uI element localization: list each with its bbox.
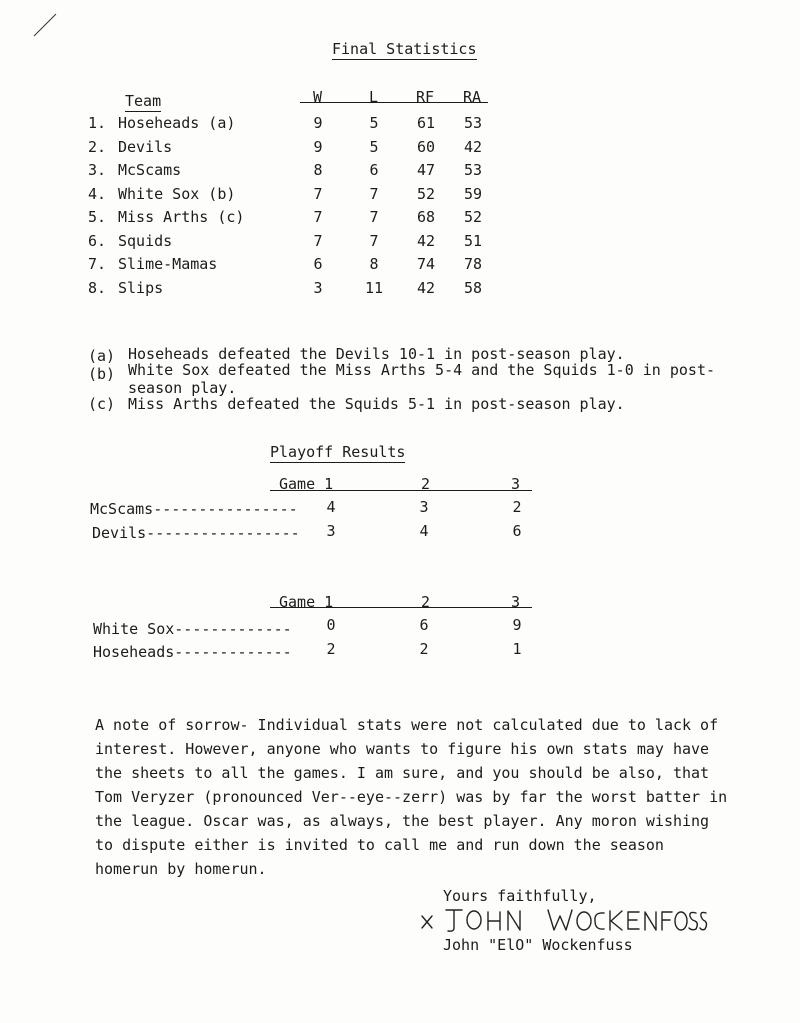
standings-cell-l: 11 xyxy=(364,278,384,297)
standings-cell-w: 7 xyxy=(313,231,323,250)
header-w: W xyxy=(313,88,323,106)
standings-cell-rf: 42 xyxy=(416,231,436,250)
standings-cell-l: 5 xyxy=(369,114,379,132)
series-2-team-2-g1: 2 xyxy=(326,640,336,658)
standings-cell-ra: 53 xyxy=(463,114,483,132)
standings-cell-l: 8 xyxy=(369,255,379,273)
standings-cell-team: Slips xyxy=(118,278,164,297)
footnote-a-mark: (a) xyxy=(88,347,116,365)
series-1-team-2-g3: 6 xyxy=(512,522,522,540)
series-2-game-2: 2 xyxy=(421,593,431,611)
playoff-title: Playoff Results xyxy=(270,443,406,461)
series-2-team-2-g2: 2 xyxy=(419,640,429,658)
standings-cell-w: 7 xyxy=(313,184,323,203)
standings-cell-team: Hoseheads (a) xyxy=(118,114,236,132)
standings-cell-rf: 68 xyxy=(416,208,436,226)
standings-cell-rf: 42 xyxy=(416,278,436,297)
standings-cell-ra: 78 xyxy=(463,255,483,273)
footnote-b-text: White Sox defeated the Miss Arths 5-4 and the Squids 1-0 in post- xyxy=(128,361,715,379)
sorrow-note: A note of sorrow- Individual stats were not calculated due to lack of interest. However, anyone who wants to figure his own stats may have the sheets to all the games. I am sure, and you should be also, that Tom Veryzer (pronounced Ver--eye--zerr) was by far the worst batter in the league. Oscar was, as always, the best player. Any moron wishing to dispute either is invited to call me and run down the season homerun by homerun. xyxy=(95,716,728,878)
standings-cell-rf: 47 xyxy=(416,161,436,179)
series-1-game-2: 2 xyxy=(421,475,431,493)
standings-cell-rank: 5. xyxy=(88,208,107,226)
standings-cell-rf: 60 xyxy=(416,137,436,156)
series-1-game-1: Game 1 xyxy=(279,475,334,493)
standings-cell-rf: 74 xyxy=(416,255,436,273)
series-2-game-1: Game 1 xyxy=(279,593,334,611)
standings-cell-team: Miss Arths (c) xyxy=(118,208,245,226)
series-2-team-1: White Sox------------- xyxy=(93,620,292,638)
standings-cell-l: 7 xyxy=(369,231,379,250)
series-1-team-1: McScams---------------- xyxy=(90,500,298,518)
standings-cell-rank: 1. xyxy=(88,114,107,132)
series-1-game-3: 3 xyxy=(511,475,521,493)
standings-cell-l: 6 xyxy=(369,161,379,179)
header-rf: RF xyxy=(416,88,435,106)
footnote-c-text: Miss Arths defeated the Squids 5-1 in post-season play. xyxy=(128,395,625,413)
standings-cell-team: White Sox (b) xyxy=(118,184,236,203)
standings-cell-w: 9 xyxy=(313,137,323,156)
standings-cell-team: Devils xyxy=(118,137,173,156)
standings-cell-ra: 53 xyxy=(463,161,483,179)
standings-cell-w: 6 xyxy=(313,255,323,273)
standings-cell-rank: 3. xyxy=(88,161,107,179)
series-2-team-1-g2: 6 xyxy=(419,616,429,634)
standings-cell-w: 8 xyxy=(313,161,323,179)
standings-cell-w: 7 xyxy=(313,208,323,226)
standings-cell-team: Slime-Mamas xyxy=(118,255,218,273)
standings-cell-rf: 61 xyxy=(416,114,436,132)
standings-cell-team: McScams xyxy=(118,161,182,179)
page-title: Final Statistics xyxy=(332,40,477,58)
standings-cell-rank: 4. xyxy=(88,184,107,203)
series-2-team-2-g3: 1 xyxy=(512,640,522,658)
standings-cell-rank: 8. xyxy=(88,278,107,297)
standings-cell-ra: 42 xyxy=(463,137,483,156)
series-1-team-1-g1: 4 xyxy=(326,498,336,516)
standings-cell-w: 3 xyxy=(313,278,323,297)
handwritten-signature xyxy=(418,902,708,936)
footnote-a-text: Hoseheads defeated the Devils 10-1 in post-season play. xyxy=(128,345,625,363)
standings-cell-rank: 7. xyxy=(88,255,107,273)
footnote-c-mark: (c) xyxy=(88,395,116,413)
header-rule xyxy=(300,102,488,103)
standings-cell-team: Squids xyxy=(118,231,173,250)
series-2-game-3: 3 xyxy=(511,593,521,611)
series-2-team-1-g3: 9 xyxy=(512,616,522,634)
series-2-team-2: Hoseheads------------- xyxy=(93,643,292,661)
footnote-b-text-cont: season play. xyxy=(128,379,237,397)
standings-cell-rank: 2. xyxy=(88,137,107,156)
header-team: Team xyxy=(125,92,162,110)
series-1-team-2: Devils----------------- xyxy=(92,524,300,542)
header-l: L xyxy=(369,88,379,106)
standings-cell-ra: 58 xyxy=(463,278,483,297)
standings-cell-l: 7 xyxy=(369,184,379,203)
series-2-team-1-g1: 0 xyxy=(326,616,336,634)
corner-pencil-mark xyxy=(30,10,60,40)
standings-cell-w: 9 xyxy=(313,114,323,132)
series-1-team-2-g2: 4 xyxy=(419,522,429,540)
standings-cell-rank: 6. xyxy=(88,231,107,250)
standings-cell-l: 7 xyxy=(369,208,379,226)
standings-cell-ra: 52 xyxy=(463,208,483,226)
standings-cell-ra: 59 xyxy=(463,184,483,203)
standings-cell-l: 5 xyxy=(369,137,379,156)
closing-line: Yours faithfully, xyxy=(443,887,597,905)
series-1-team-2-g1: 3 xyxy=(326,522,336,540)
footnote-b-mark: (b) xyxy=(88,365,116,383)
standings-cell-ra: 51 xyxy=(463,231,483,250)
series-1-team-1-g2: 3 xyxy=(419,498,429,516)
header-ra: RA xyxy=(463,88,482,106)
typed-signature: John "ElO" Wockenfuss xyxy=(443,936,633,954)
series-1-team-1-g3: 2 xyxy=(512,498,522,516)
standings-cell-rf: 52 xyxy=(416,184,436,203)
